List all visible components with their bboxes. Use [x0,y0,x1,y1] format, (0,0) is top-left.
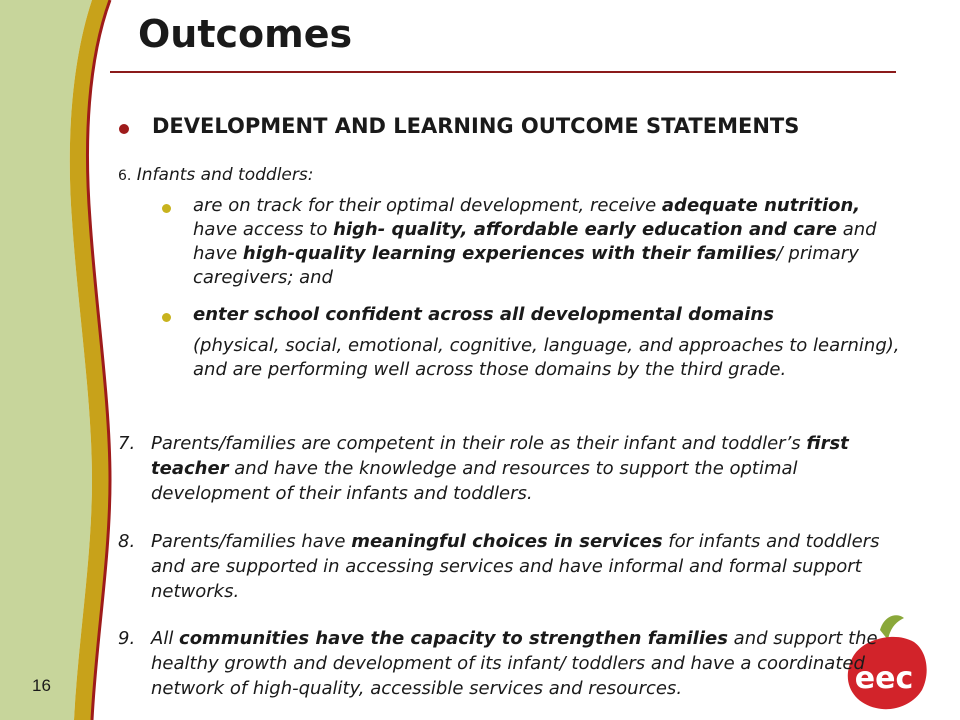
sub1-text-4: / primary caregivers; and [193,243,859,288]
sub-bullet-1 [193,194,903,290]
outcome-8-number: 8. [118,531,136,552]
sub1-text-1: are on track for their optimal development, receive [193,195,662,216]
sub1-text-3: and have [193,219,877,264]
p7-text-2: and have the knowledge and resources to support the optimal development of their infants and toddlers. [151,458,798,504]
p8-text-2: for infants and toddlers and are supported in accessing services and have informal and formal support networks. [151,531,880,602]
sub1-bold-1: adequate nutrition, [661,195,861,216]
outcome-9-text [151,626,901,701]
sub1-bold-2: high- quality, affordable early education and care [333,219,838,240]
intro-number: 6. [118,168,132,184]
sub-bullet-2-icon [162,313,171,322]
outcome-8-text [151,529,901,604]
sub2-text-1: (physical, social, emotional, cognitive, language, and approaches to learning), and are performing well across those domains by the third grade. [193,335,900,380]
p9-text-1: All [151,628,180,649]
intro-text: Infants and toddlers: [131,165,314,185]
p7-text-1: Parents/families are competent in their role as their infant and toddler’s [151,433,807,454]
page-title: Outcomes [138,12,353,56]
p9-text-2: and support the healthy growth and development of its infant/ toddlers and have a coordinated network of high-quality, accessible services and resources. [151,628,878,699]
sub-bullet-2 [193,303,903,327]
p8-text-1: Parents/families have [151,531,352,552]
intro-line [118,165,313,185]
sub1-bold-3: high-quality learning experiences with their families [242,243,777,264]
p8-bold-1: meaningful choices in services [351,531,663,552]
logo-text: eec [854,661,914,696]
outcome-7-text [151,431,901,506]
section-heading: DEVELOPMENT AND LEARNING OUTCOME STATEMENTS [152,114,800,138]
outcome-9-number: 9. [118,628,136,649]
p9-bold-1: communities have the capacity to strengthen families [179,628,728,649]
heading-bullet-icon [119,124,129,134]
sub2-bold-1: enter school confident across all developmental domains [193,304,774,325]
sub-bullet-2-continuation [193,334,903,382]
p7-bold-1: first teacher [151,433,849,479]
sub1-text-2: have access to [193,219,334,240]
outcome-7-number: 7. [118,433,136,454]
sub-bullet-1-icon [162,204,171,213]
page-number: 16 [32,676,51,695]
